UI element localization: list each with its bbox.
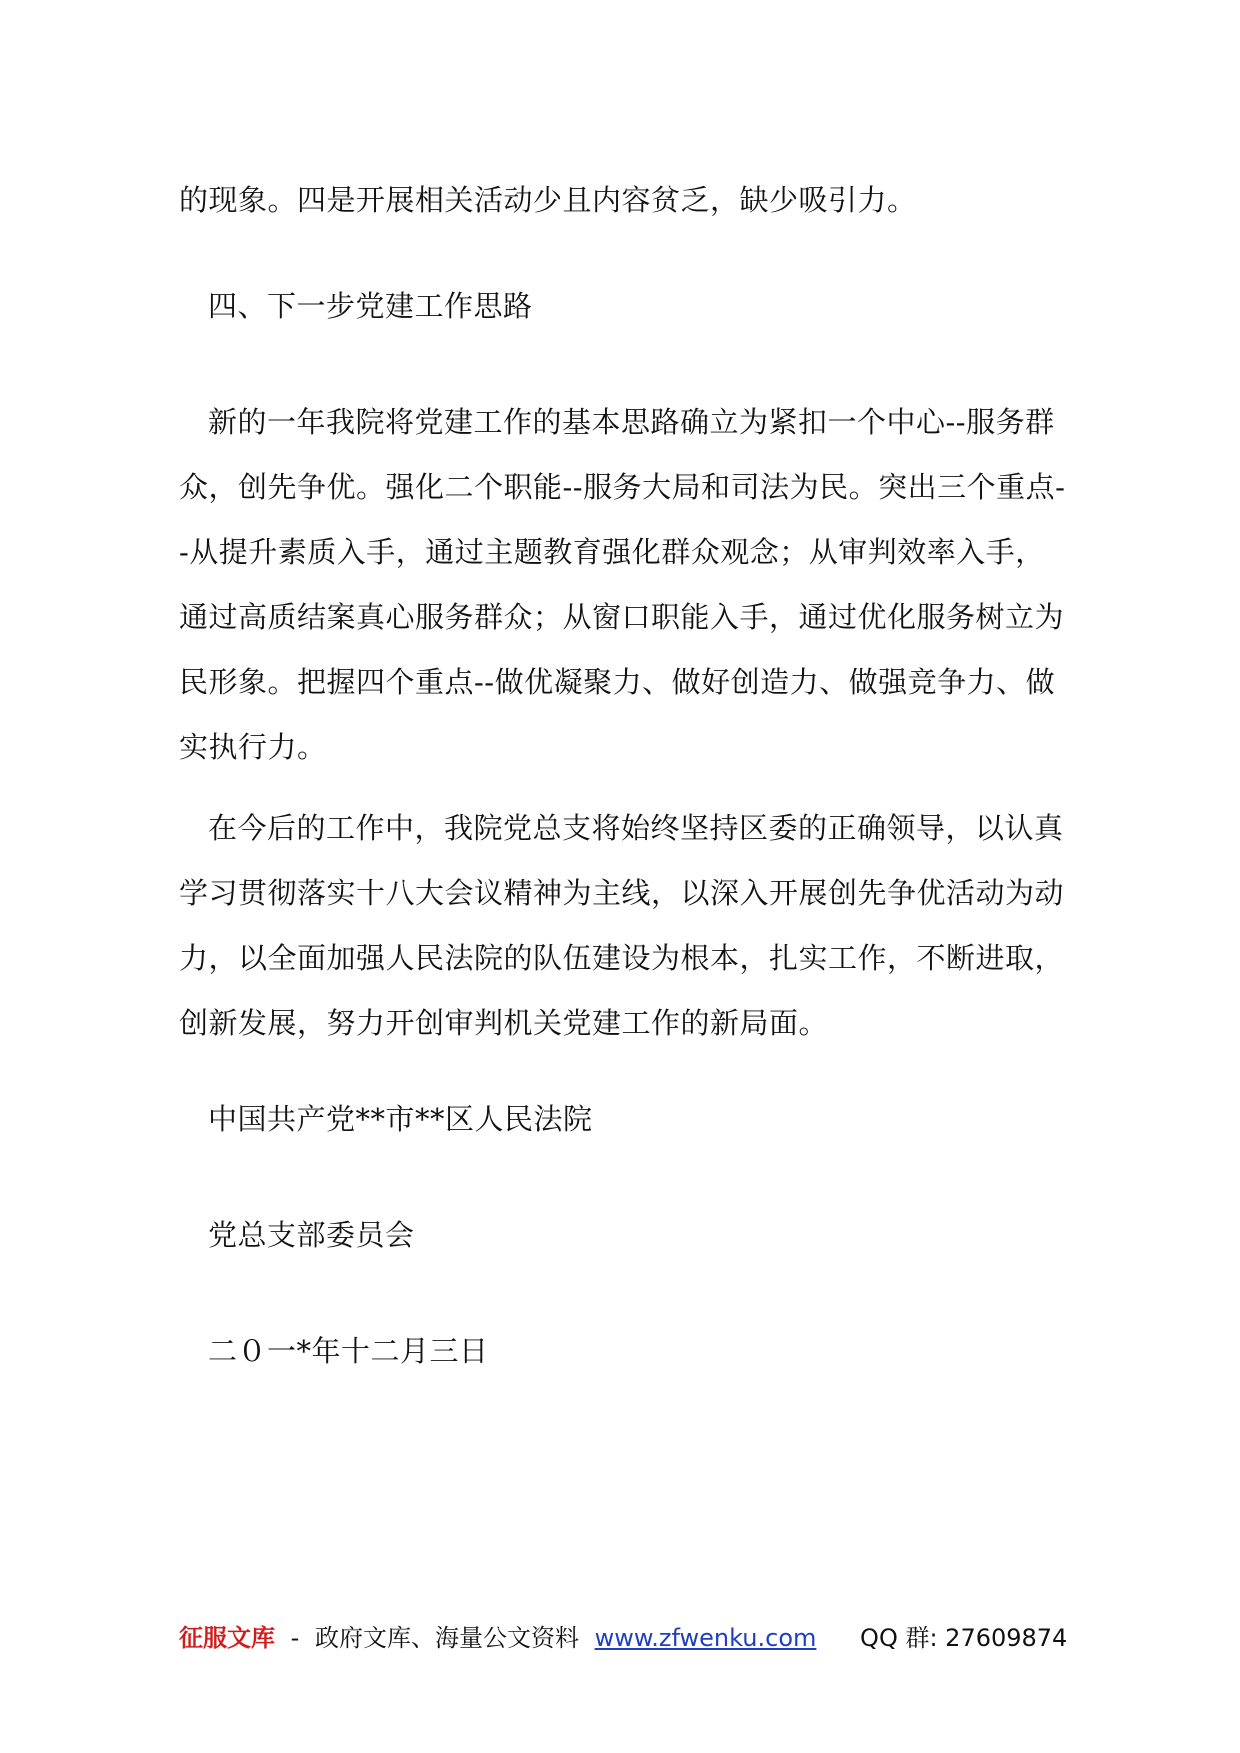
signature-organization: 中国共产党**市**区人民法院: [208, 1102, 593, 1136]
footer-website-link[interactable]: www.zfwenku.com: [594, 1624, 817, 1652]
footer-qq-group: QQ 群: 27609874: [860, 1624, 1068, 1652]
footer-brand: 征服文库: [179, 1624, 275, 1652]
signature-committee: 党总支部委员会: [208, 1218, 415, 1252]
footer-separator: -: [290, 1624, 300, 1652]
footer-description: 政府文库、海量公文资料: [314, 1624, 579, 1652]
paragraph-continuation: 的现象。四是开展相关活动少且内容贫乏，缺少吸引力。: [179, 183, 917, 217]
footer-banner: [179, 1618, 1099, 1658]
paragraph-conclusion: 在今后的工作中，我院党总支将始终坚持区委的正确领导，以认真学习贯彻落实十八大会议精神为主线，以深入开展创先争优活动为动力，以全面加强人民法院的队伍建设为根本，扎实工作，不断进取，创新发展，努力开创审判机关党建工作的新局面。: [179, 811, 1065, 1040]
paragraph-work-plan: 新的一年我院将党建工作的基本思路确立为紧扣一个中心--服务群众，创先争优。强化二个职能--服务大局和司法为民。突出三个重点--从提升素质入手，通过主题教育强化群众观念；从审判效率入手，通过高质结案真心服务群众；从窗口职能入手，通过优化服务树立为民形象。把握四个重点--做优凝聚力、做好创造力、做强竞争力、做实执行力。: [179, 405, 1066, 764]
section-heading: 四、下一步党建工作思路: [208, 289, 533, 323]
signature-date: 二０一*年十二月三日: [208, 1334, 489, 1368]
